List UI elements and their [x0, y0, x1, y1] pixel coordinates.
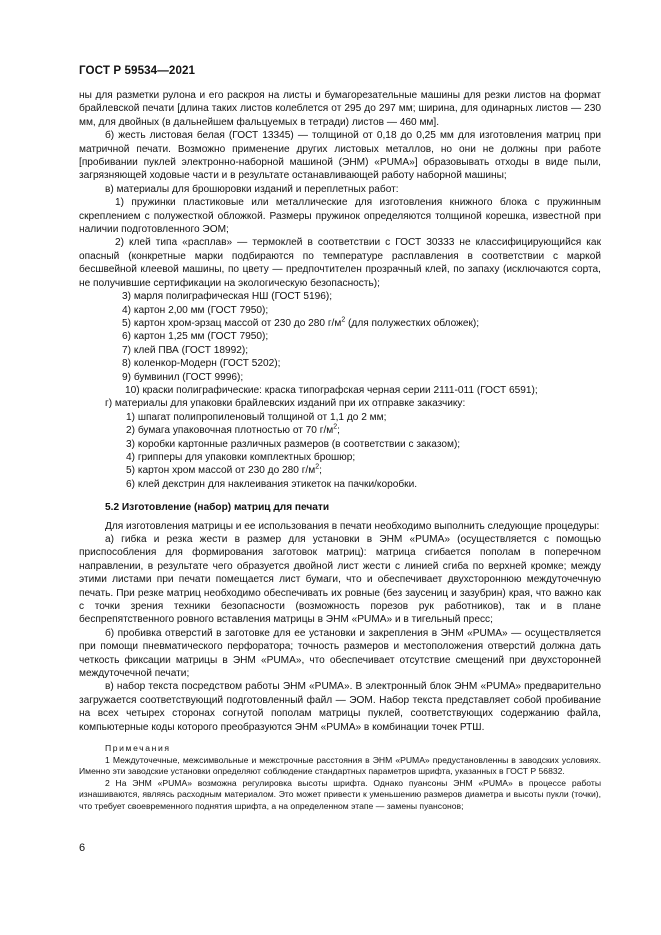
paragraph-hot-melt-glue: 2) клей типа «расплав» — термоклей в соответствии с ГОСТ 30333 не классифицирующийся как опасный (конкретные марки подбираются по температуре расплавления в соответствии с маркой бесшвейной клеевой машины, по цвету — предпочтителен прозрачный клей, по запаху (исключаются сорта, не получившие сертификации на экологическую безопасность); — [79, 237, 601, 289]
list-item: 6) картон 1,25 мм (ГОСТ 7950); — [122, 331, 269, 343]
paragraph-continuation: ны для разметки рулона и его раскроя на листы и бумагорезательные машины для резки листов на формат брайлевской печати [длина таких листов колеблется от 295 до 297 мм; ширина, для одинарных листов — 230 мм, для двойных (в дальнейшем фальцуемых в тетради) листов — 460 мм]. — [79, 90, 601, 128]
note-1: 1 Междуточечные, межсимвольные и межстрочные расстояния в ЭНМ «PUMA» предустановленны в заводских условиях. Именно эти заводские установки определяют соблюдение стандартных параметров шрифта, указанных в ГОСТ Р 56832. — [79, 754, 601, 777]
list-item: 1) шпагат полипропиленовый толщиной от 1,1 до 2 мм; — [126, 411, 387, 423]
list-item: 3) коробки картонные различных размеров (в соответствии с заказом); — [126, 438, 461, 450]
page-number: 6 — [79, 842, 86, 854]
list-item: 4) грипперы для упаковки комплектных брошюр; — [126, 451, 356, 463]
paragraph-bending-cutting: а) гибка и резка жести в размер для установки в ЭНМ «PUMA» (осуществляется с помощью приспособления для формирования заготовок матриц): матрица сгибается пополам в поперечном направлении, в результате чего образуется двойной лист жести с линией сгиба по верхней кромке; между этими листами при печати помещается лист бумаги, что и обеспечивает двухстороннюю междуточечную печать. При резке матриц необходимо обеспечивать их ровные (без заусениц и зазубрин) края, что важно как с точки зрения техники безопасности (возможность порезов рук работников), так и в плане беспрепятственного ровного вставления матрицы в ЭНМ «PUMA» и в тигельный пресс; — [79, 534, 601, 626]
paragraph-binding-materials: в) материалы для брошюровки изданий и переплетных работ: — [105, 183, 399, 195]
list-item: 3) марля полиграфическая НШ (ГОСТ 5196); — [122, 291, 333, 303]
paragraph-tin-plate: б) жесть листовая белая (ГОСТ 13345) — толщиной от 0,18 до 0,25 мм для изготовления матриц при матричной печати. Возможно применение других листовых металлов, но они не должны при работе [пробивании пуклей электронно-наборной машиной (ЭНМ) «PUMA»] образовывать отходы в виде пыли, загрязняющей ходовые части и в результате останавливающей работу наборной машины; — [79, 130, 601, 182]
paragraph-punching: б) пробивка отверстий в заготовке для ее установки и закрепления в ЭНМ «PUMA» — осуществляется при помощи пневматического перфоратора; точность размеров и местоположения отверстий должна дать четкость фиксации матрицы в ЭНМ «PUMA», что обеспечивает отсутствие смещений при двухсторонней междуточечной печати; — [79, 627, 601, 680]
list-item: 2) бумага упаковочная плотностью от 70 $г/м^2$; — [126, 423, 340, 437]
document-body — [79, 89, 601, 813]
section-title: 5.2 Изготовление (набор) матриц для печати — [105, 502, 330, 514]
list-item: 5) картон хром массой от 230 до 280 $г/м^2$; — [126, 464, 322, 477]
list-item: 5) картон хром-эрзац массой от 230 до 280 $г/м^2$ (для полужестких обложек); — [122, 316, 480, 329]
list-item: 4) картон 2,00 мм (ГОСТ 7950); — [122, 304, 269, 316]
paragraph-packaging-materials: г) материалы для упаковки брайлевских изданий при их отправке заказчику: — [105, 398, 466, 410]
document-header: ГОСТ Р 59534—2021 — [79, 64, 196, 77]
note-2: 2 На ЭНМ «PUMA» возможна регулировка высоты шрифта. Однако пуансоны ЭНМ «PUMA» в процессе работы изнашиваются, являясь расходным материалом. Это может привести к уменьшению размеров диаметра и высоты пукли (точки), что требует своевременного поднятия шрифта, а на определенном этапе — замены пуансонов; — [79, 777, 601, 812]
list-item: 9) бумвинил (ГОСТ 9996); — [122, 371, 244, 383]
notes-block — [79, 743, 601, 813]
list-item: 7) клей ПВА (ГОСТ 18992); — [122, 344, 249, 356]
list-item: 8) коленкор-Модерн (ГОСТ 5202); — [122, 358, 281, 370]
paragraph-typesetting: в) набор текста посредством работы ЭНМ «PUMA». В электронный блок ЭНМ «PUMA» предварительно загружается соответствующий подготовленный файл — ЭОМ. Набор текста представляет собой пробивание на всех четырех сторонах согнутой пополам матрицы пуклей, соответствующих содержанию файла, компьютерные коды которого преобразуются ЭНМ «PUMA» в комбинации точек РТШ. — [79, 681, 601, 733]
list-item: 10) краски полиграфические: краска типографская черная серии 2111-011 (ГОСТ 6591); — [125, 384, 538, 396]
paragraph-springs: 1) пружинки пластиковые или металлические для изготовления книжного блока с пружинным скреплением с полужесткой обложкой. Размеры пружинок определяются толщиной корешка, известной при наличии подготовленного ЭОМ; — [79, 197, 601, 236]
notes-title: Примечания — [105, 743, 171, 754]
paragraph-procedures: Для изготовления матрицы и ее использования в печати необходимо выполнить следующие процедуры: — [105, 520, 600, 532]
list-item: 6) клей декстрин для наклеивания этикеток на пачки/коробки. — [126, 478, 418, 490]
